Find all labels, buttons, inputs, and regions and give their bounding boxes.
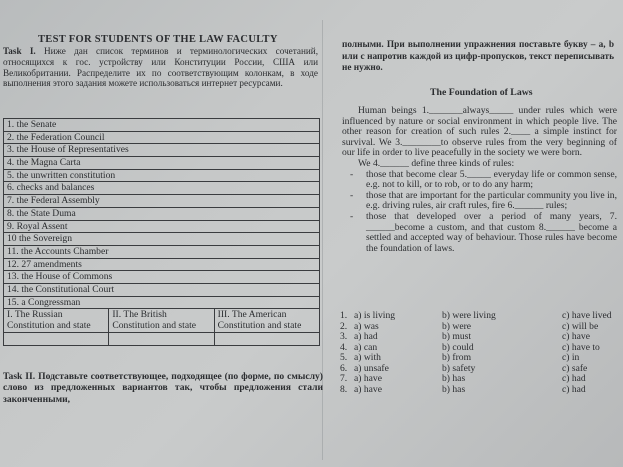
question-number: 8. [340,383,348,395]
answer-row [340,353,620,364]
passage-paragraph: We 4.______ define three kinds of rules: [358,157,515,169]
dash-bullet: - [350,168,354,180]
term-item: 14. the Constitutional Court [4,284,319,297]
answer-options [340,311,620,395]
question-number: 3. [340,331,348,342]
question-number: 6. [340,362,348,374]
option-c: c) had [562,373,586,384]
option-b: b) has [442,383,466,395]
passage-title: The Foundation of Laws [430,87,533,98]
option-c: c) have [562,331,590,342]
option-b: b) from [442,352,472,363]
question-number: 5. [340,352,348,363]
option-b: b) were living [442,310,496,321]
task2-continuation: полными. При выполнении упражнения поставьте букву – a, b или c напротив каждой из цифр-пропусков, текст переписывать не нужно. [342,40,614,74]
term-item: 4. the Magna Carta [4,157,319,170]
option-b: b) were [442,320,472,332]
option-a: a) can [354,341,378,353]
option-a: a) had [354,331,378,342]
term-item: 13. the House of Commons [4,271,319,284]
term-item: 8. the State Duma [4,208,319,221]
option-c: c) will be [562,320,599,332]
term-item: 11. the Accounts Chamber [4,246,319,259]
term-item: 9. Royal Assent [4,221,319,234]
term-item: 6. checks and balances [4,182,319,195]
option-a: a) unsafe [354,362,389,374]
option-a: a) have [354,373,382,384]
option-c: c) had [562,383,586,395]
rule-item [350,191,617,212]
option-c: c) safe [562,362,588,374]
table-cell [214,333,319,346]
page-title: TEST FOR STUDENTS OF THE LAW FACULTY [38,34,278,45]
rule-text: those that developed over a period of many years, 7. ______become a custom, and that custom 8.______ become a settled and accepted way of behaviour. Those rules have become the foundation of laws. [366,210,617,254]
option-a: a) was [354,320,379,332]
passage-paragraph: Human beings 1._______always_____ under rules which were influenced by nature or social environment in which people live. The other reason for creation of such rules 2.____ a simple instinct for survival. We 3.________to observe rules from the very beginning of our life in order to live peacefully in the society we were born. [342,105,617,159]
column-header-russian: I. The Russian Constitution and state [4,309,109,333]
answer-row [340,374,620,385]
answer-row [340,385,620,396]
option-c: c) have to [562,341,600,353]
option-c: c) in [562,352,580,363]
rules-list [342,170,617,255]
rule-item [350,212,617,254]
table-cell [109,333,214,346]
option-b: b) has [442,373,466,384]
term-item: 5. the unwritten constitution [4,170,319,183]
term-item: 15. a Congressman [7,296,81,308]
option-a: a) with [354,352,381,363]
classification-table [3,308,320,346]
option-b: b) could [442,341,474,353]
answer-row [340,311,620,322]
term-item: 12. 27 amendments [4,259,319,272]
passage-body [342,106,617,254]
dash-bullet: - [350,189,354,201]
option-a: a) is living [354,310,396,321]
rule-text: those that become clear 5._____ everyday life or common sense, e.g. not to kill, or to rob, or to do any harm; [366,168,617,191]
task2-instructions: Task II. Подставьте соответствующее, подходящее (по форме, по смыслу) слово из предложенных вариантов так, чтобы предложения стали законченными, [3,371,323,405]
column-header-british: II. The British Constitution and state [109,309,214,333]
table-cell [4,333,109,346]
term-item: 2. the Federation Council [4,132,319,145]
term-item: 1. the Senate [4,119,319,132]
answer-row [340,332,620,343]
table-empty-row [4,333,320,346]
question-number: 4. [340,341,348,353]
option-b: b) must [442,331,472,342]
question-number: 1. [340,310,348,321]
question-number: 2. [340,320,348,332]
option-b: b) safety [442,362,476,374]
dash-bullet: - [350,210,354,222]
question-number: 7. [340,373,348,384]
term-item: 3. the House of Representatives [4,144,319,157]
table-header-row [4,309,320,333]
terms-list [3,118,320,309]
option-c: c) have lived [562,310,612,321]
term-item: 10 the Sovereign [4,233,319,246]
task1-instructions [3,46,318,89]
task1-text: Ниже дан список терминов и терминологических сочетаний, относящихся к гос. устройству или Конституции России, США или Великобритании. Распределите их по соответствующим колонкам, в ходе выполнения этого задания можете использоваться интернет ресурсами. [3,46,319,89]
column-header-american: III. The American Constitution and state [214,309,319,333]
term-item: 7. the Federal Assembly [4,195,319,208]
task1-label: Task I. [3,46,36,56]
rule-item [350,170,617,191]
option-a: a) have [354,383,382,395]
rule-text: those that are important for the particular community you live in, e.g. driving rules, air craft rules, fire 6.______ rules; [366,189,617,212]
